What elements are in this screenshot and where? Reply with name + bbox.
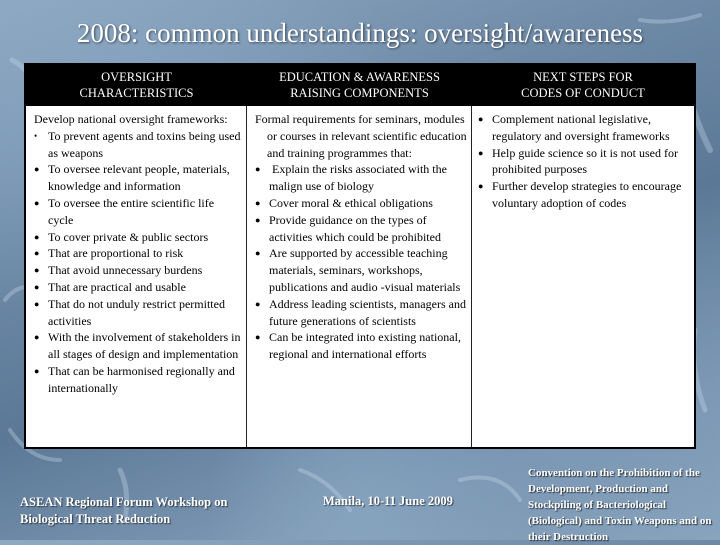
- list-item: • To prevent agents and toxins being used as weapons: [34, 128, 241, 160]
- bullet-icon: ●: [34, 248, 40, 259]
- location-date-footer: Manila, 10-11 June 2009: [323, 494, 453, 508]
- list-item: ● Explain the risks associated with the malign use of biology: [255, 162, 450, 194]
- bullet-icon: •: [34, 130, 38, 141]
- list-item: ● That are proportional to risk: [34, 246, 184, 261]
- list-item: ● That are practical and usable: [34, 279, 186, 294]
- education-list: [255, 161, 467, 363]
- header-oversight: OVERSIGHT CHARACTERISTICS: [79, 70, 194, 100]
- header-next-steps: NEXT STEPS FOR CODES OF CONDUCT: [521, 70, 645, 100]
- bullet-icon: ●: [255, 164, 261, 175]
- education-intro: Formal requirements for seminars, modules or courses in relevant scientific education and training programmes that:: [255, 112, 467, 160]
- bullet-icon: ●: [34, 231, 40, 242]
- oversight-intro: Develop national oversight frameworks:: [34, 112, 228, 126]
- header-education: EDUCATION & AWARENESS RAISING COMPONENTS: [279, 70, 440, 100]
- workshop-footer: ASEAN Regional Forum Workshop on Biological Threat Reduction: [20, 495, 228, 526]
- list-item: ● Cover moral & ethical obligations: [255, 195, 433, 210]
- list-item: ● To oversee relevant people, materials, knowledge and information: [34, 162, 230, 194]
- bullet-icon: ●: [255, 214, 261, 225]
- table-header-row: [26, 65, 694, 106]
- slide-title: 2008: common understandings: oversight/awareness: [76, 18, 644, 48]
- list-item: ● That avoid unnecessary burdens: [34, 263, 203, 278]
- next-steps-column: [472, 106, 694, 447]
- list-item: ● That do not unduly restrict permitted activities: [34, 296, 225, 328]
- bullet-icon: ●: [255, 197, 261, 208]
- bullet-icon: ●: [255, 298, 261, 309]
- bullet-icon: ●: [255, 332, 261, 343]
- bullet-icon: ●: [34, 365, 40, 376]
- list-item: ● To oversee the entire scientific life cycle: [34, 195, 215, 227]
- list-item: ● Address leading scientists, managers and future generations of scientists: [255, 296, 466, 328]
- list-item: ● That can be harmonised regionally and internationally: [34, 363, 235, 395]
- bullet-icon: ●: [478, 181, 484, 192]
- oversight-list: [34, 128, 242, 397]
- oversight-column: [26, 106, 247, 447]
- bullet-icon: ●: [34, 164, 40, 175]
- list-item: ● Can be integrated into existing national, regional and international efforts: [255, 330, 461, 362]
- list-item: ● Complement national legislative, regulatory and oversight frameworks: [478, 112, 670, 143]
- convention-footer: Convention on the Prohibition of the Development, Production and Stockpiling of Bacteriological (Biological) and Toxin Weapons and on their Destruction: [528, 467, 712, 543]
- list-item: ● Further develop strategies to encourage voluntary adoption of codes: [478, 179, 682, 210]
- bullet-icon: ●: [478, 147, 484, 158]
- education-column: [247, 106, 472, 447]
- bullet-icon: ●: [255, 248, 261, 259]
- list-item: ● To cover private & public sectors: [34, 229, 209, 244]
- bullet-icon: ●: [34, 197, 40, 208]
- bullet-icon: ●: [478, 114, 484, 124]
- bullet-icon: ●: [34, 332, 40, 343]
- bullet-icon: ●: [34, 298, 40, 309]
- list-item: ● With the involvement of stakeholders in all stages of design and implementation: [34, 330, 241, 362]
- table-body-row: [26, 106, 694, 447]
- list-item: ● Help guide science so it is not used for prohibited purposes: [478, 145, 678, 177]
- list-item: ● Provide guidance on the types of activities which could be prohibited: [255, 212, 441, 244]
- list-item: ● Are supported by accessible teaching materials, seminars, workshops, publications and audio -visual materials: [255, 246, 461, 294]
- understandings-table: [24, 63, 696, 449]
- bullet-icon: ●: [34, 281, 40, 292]
- bullet-icon: ●: [34, 265, 40, 276]
- next-steps-list: [478, 111, 690, 212]
